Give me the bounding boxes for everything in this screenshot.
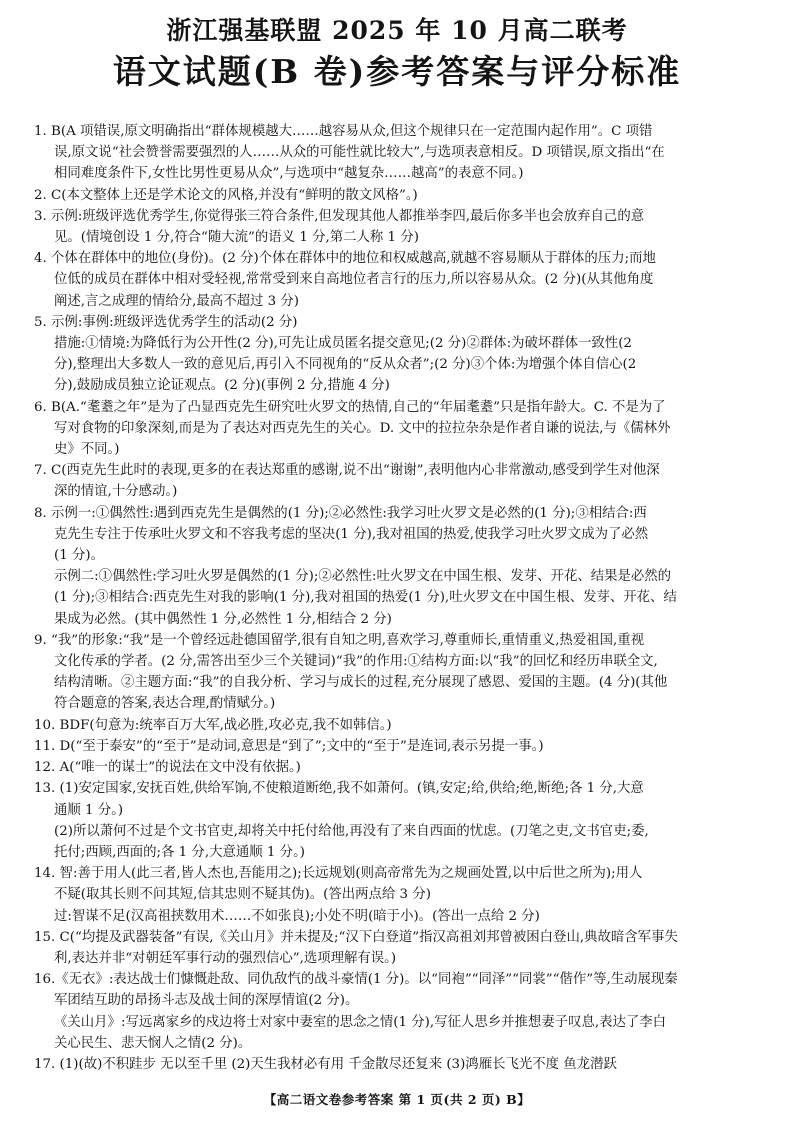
- answer-line: 阐述,言之成理的情给分,最高不超过 3 分): [54, 293, 300, 309]
- answer-line: 误,原文说“社会赞誉需要强烈的人……从众的可能性就比较大”,与选项表意相反。D 项错误,原文指出“在: [54, 145, 665, 161]
- answer-line: 不疑(取其长则不问其短,信其忠则不疑其伪)。(答出两点给 3 分): [54, 887, 431, 903]
- answer-line: 14. 智:善于用人(此三者,皆人杰也,吾能用之);长远规划(则高帝常先为之规画处置,以中后世之所为);用人: [34, 866, 643, 882]
- answer-line: 2. C(本文整体上还是学术论文的风格,并没有“鲜明的散文风格”。): [34, 187, 418, 203]
- answer-line: 结构清晰。②主题方面:“我”的自我分析、学习与成长的过程,充分展现了感恩、爱国的主题。(4 分)(其他: [54, 675, 668, 691]
- answer-line: 4. 个体在群体中的地位(身份)。(2 分)个体在群体中的地位和权威越高,就越不容易顺从于群体的压力;而地: [34, 251, 656, 267]
- answer-line: 6. B(A.“耄耋之年”是为了凸显西克先生研究吐火罗文的热情,自己的“年届耄耋”只是指年龄大。C. 不是为了: [34, 399, 666, 415]
- answer-line: 3. 示例:班级评选优秀学生,你觉得张三符合条件,但发现其他人都推举李四,最后你多半也会放弃自己的意: [34, 208, 645, 224]
- answer-line: 15. C(“均提及武器装备”有误,《关山月》并未提及;“汉下白登道”指汉高祖刘邦曾被困白登山,典故暗含军事失: [34, 929, 678, 945]
- answer-line: 1. B(A 项错误,原文明确指出“群体规模越大……越容易从众,但这个规律只在一定范围内起作用”。C 项错: [34, 124, 653, 139]
- document-header: [0, 14, 794, 94]
- answer-key-title: 语文试题(B 卷)参考答案与评分标准: [112, 52, 682, 91]
- answer-line: 文化传承的学者。(2 分,需答出至少三个关键词)“我”的作用:①结构方面:以“我”的回忆和经历串联全文,: [54, 654, 658, 670]
- answer-line: (1 分)。: [54, 548, 105, 564]
- answer-line: 果成为必然。(其中偶然性 1 分,必然性 1 分,相结合 2 分): [54, 611, 392, 627]
- answer-line: 11. D(“至于泰安”的“至于”是动词,意思是“到了”;文中的“至于”是连词,表示另提一事。): [34, 738, 544, 754]
- answer-line: 史》不同。): [54, 442, 120, 458]
- answer-line: 利,表达并非“对朝廷军事行动的强烈信心”,选项理解有误。): [54, 950, 397, 966]
- answer-line: 16.《无衣》:表达战士们慷慨赴敌、同仇敌忾的战斗豪情(1 分)。以“同袍”“同泽”“同裳”“偕作”等,生动展现秦: [34, 972, 678, 988]
- answer-content: [34, 121, 762, 1075]
- answer-line: 8. 示例一:①偶然性:遇到西克先生是偶然的(1 分);②必然性:我学习吐火罗文是必然的(1 分);③相结合:西: [34, 505, 647, 521]
- answer-line: 托付;西顾,西面的;各 1 分,大意通顺 1 分。): [54, 844, 305, 860]
- answer-line: 13. (1)安定国家,安抚百姓,供给军饷,不使粮道断绝,我不如萧何。(镇,安定;给,供给;绝,断绝;各 1 分,大意: [34, 781, 644, 797]
- answer-line: 措施:①情境:为降低行为公开性(2 分),可先让成员匿名提交意见;(2 分)②群体:为破坏群体一致性(2: [54, 336, 632, 352]
- answer-line: 深的情谊,十分感动。): [54, 484, 178, 500]
- answer-line: 相同难度条件下,女性比男性更易从众”,与选项中“越复杂……越高”的表意不同。): [54, 166, 524, 182]
- answer-line: 12. A(“唯一的谋士”的说法在文中没有依据。): [34, 760, 301, 776]
- answer-line: 示例二:①偶然性:学习吐火罗是偶然的(1 分);②必然性:吐火罗文在中国生根、发芽、开花、结果是必然的: [54, 569, 672, 585]
- answer-line: 17. (1)(故)不积跬步 无以至千里 (2)天生我材必有用 千金散尽还复来 (3)鸿雁长飞光不度 鱼龙潜跃: [34, 1056, 617, 1072]
- answer-line: 写对食物的印象深刻,而是为了表达对西克先生的关心。D. 文中的拉拉杂杂是作者自谦的说法,与《儒林外: [54, 420, 671, 436]
- answer-line: 位低的成员在群体中相对受轻视,常常受到来自高地位者言行的压力,所以容易从众。(2 分)(从其他角度: [54, 272, 654, 288]
- page-footer: 【高二语文卷参考答案 第 1 页(共 2 页) B】: [263, 1092, 531, 1107]
- answer-line: 10. BDF(句意为:统率百万大军,战必胜,攻必克,我不如韩信。): [34, 717, 392, 733]
- exam-title: 浙江强基联盟 2025 年 10 月高二联考: [166, 16, 628, 45]
- answer-line: 过:智谋不足(汉高祖挟数用术……不如张良);小处不明(暗于小)。(答出一点给 2 分): [54, 908, 540, 924]
- answer-line: 分),鼓励成员独立论证观点。(2 分)(事例 2 分,措施 4 分): [54, 378, 390, 394]
- answer-line: 克先生专注于传承吐火罗文和不容我考虑的坚决(1 分),我对祖国的热爱,使我学习吐火罗文成为了必然: [54, 526, 649, 542]
- answer-line: 9. “我”的形象:“我”是一个曾经远赴德国留学,很有自知之明,喜欢学习,尊重师长,重情重义,热爱祖国,重视: [34, 632, 645, 648]
- answer-line: 通顺 1 分。): [54, 802, 124, 818]
- answer-line: 关心民生、悲天悯人之情(2 分)。: [54, 1035, 252, 1051]
- answer-line: (1 分);③相结合:西克先生对我的影响(1 分),我对祖国的热爱(1 分),吐火罗文在中国生根、发芽、开花、结: [54, 590, 677, 606]
- answer-line: 见。(情境创设 1 分,符合“随大流”的语义 1 分,第二人称 1 分): [54, 230, 419, 246]
- answer-line: 5. 示例:事例:班级评选优秀学生的活动(2 分): [34, 314, 298, 330]
- answer-line: 《关山月》:写远离家乡的戍边将士对家中妻室的思念之情(1 分),写征人思乡并推想妻子叹息,表达了李白: [54, 1014, 667, 1030]
- answer-line: (2)所以萧何不过是个文书官吏,却将关中托付给他,再没有了来自西面的忧虑。(刀笔之吏,文书官吏;委,: [54, 823, 649, 839]
- answer-line: 7. C(西克先生此时的表现,更多的在表达郑重的感谢,说不出“谢谢”,表明他内心非常激动,感受到学生对他深: [34, 463, 660, 479]
- answer-line: 军团结互助的昂扬斗志及战士间的深厚情谊(2 分)。: [54, 993, 359, 1009]
- answer-line: 符合题意的答案,表达合理,酌情赋分。): [54, 696, 276, 712]
- answer-line: 分),整理出大多数人一致的意见后,再引入不同视角的“反从众者”;(2 分)③个体:为增强个体自信心(2: [54, 357, 637, 373]
